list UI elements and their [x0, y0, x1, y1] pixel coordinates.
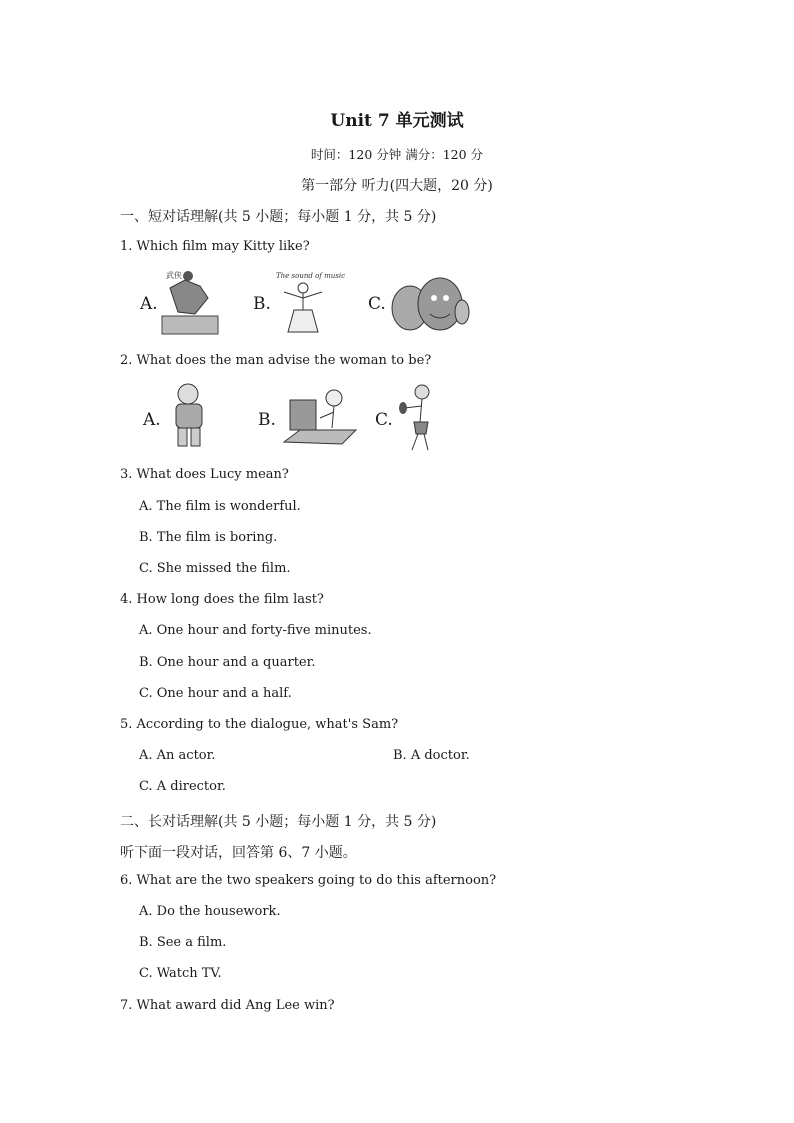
q1-label-a: A. — [140, 294, 158, 314]
q3-option-b: B. The film is boring. — [139, 530, 278, 545]
q3-option-c: C. She missed the film. — [139, 561, 291, 576]
q6-option-b: B. See a film. — [139, 935, 227, 950]
q1-picture-b-caption: The sound of music — [276, 272, 346, 280]
svg-text:武侠: 武侠 — [166, 271, 182, 280]
q1-picture-a — [160, 268, 220, 336]
q1-picture-c — [388, 268, 470, 336]
section2-instruction: 听下面一段对话，回答第 6、7 小题。 — [120, 845, 357, 861]
question-4: 4. How long does the film last? — [120, 592, 324, 607]
q5-option-a: A. An actor. — [139, 748, 216, 763]
question-3: 3. What does Lucy mean? — [120, 467, 289, 482]
question-6: 6. What are the two speakers going to do this afternoon? — [120, 873, 497, 888]
section1-heading: 一、短对话理解(共 5 小题；每小题 1 分，共 5 分) — [120, 209, 437, 225]
q1-label-b: B. — [253, 294, 271, 314]
q1-picture-b — [272, 268, 346, 336]
q1-label-c: C. — [368, 294, 386, 314]
exam-info: 时间：120 分钟 满分：120 分 — [310, 147, 484, 162]
q4-option-c: C. One hour and a half. — [139, 686, 292, 701]
q6-option-c: C. Watch TV. — [139, 966, 222, 981]
q6-option-a: A. Do the housework. — [139, 904, 281, 919]
q2-label-c: C. — [375, 410, 393, 430]
q2-picture-b — [280, 382, 360, 454]
q5-option-b: B. A doctor. — [393, 748, 470, 763]
q2-picture-c — [396, 382, 438, 454]
part-heading: 第一部分 听力(四大题，20 分) — [301, 178, 493, 194]
q2-label-b: B. — [258, 410, 276, 430]
q5-option-c: C. A director. — [139, 779, 226, 794]
q2-picture-a — [164, 382, 214, 452]
q4-option-b: B. One hour and a quarter. — [139, 655, 316, 670]
q2-label-a: A. — [143, 410, 161, 430]
question-5: 5. According to the dialogue, what's Sam? — [120, 717, 399, 732]
section2-heading: 二、长对话理解(共 5 小题；每小题 1 分，共 5 分) — [120, 814, 437, 830]
question-7: 7. What award did Ang Lee win? — [120, 998, 335, 1013]
page-title: Unit 7 单元测试 — [330, 111, 464, 131]
q3-option-a: A. The film is wonderful. — [139, 499, 301, 514]
question-2: 2. What does the man advise the woman to be? — [120, 353, 432, 368]
question-1: 1. Which film may Kitty like? — [120, 239, 310, 254]
q4-option-a: A. One hour and forty-five minutes. — [139, 623, 372, 638]
